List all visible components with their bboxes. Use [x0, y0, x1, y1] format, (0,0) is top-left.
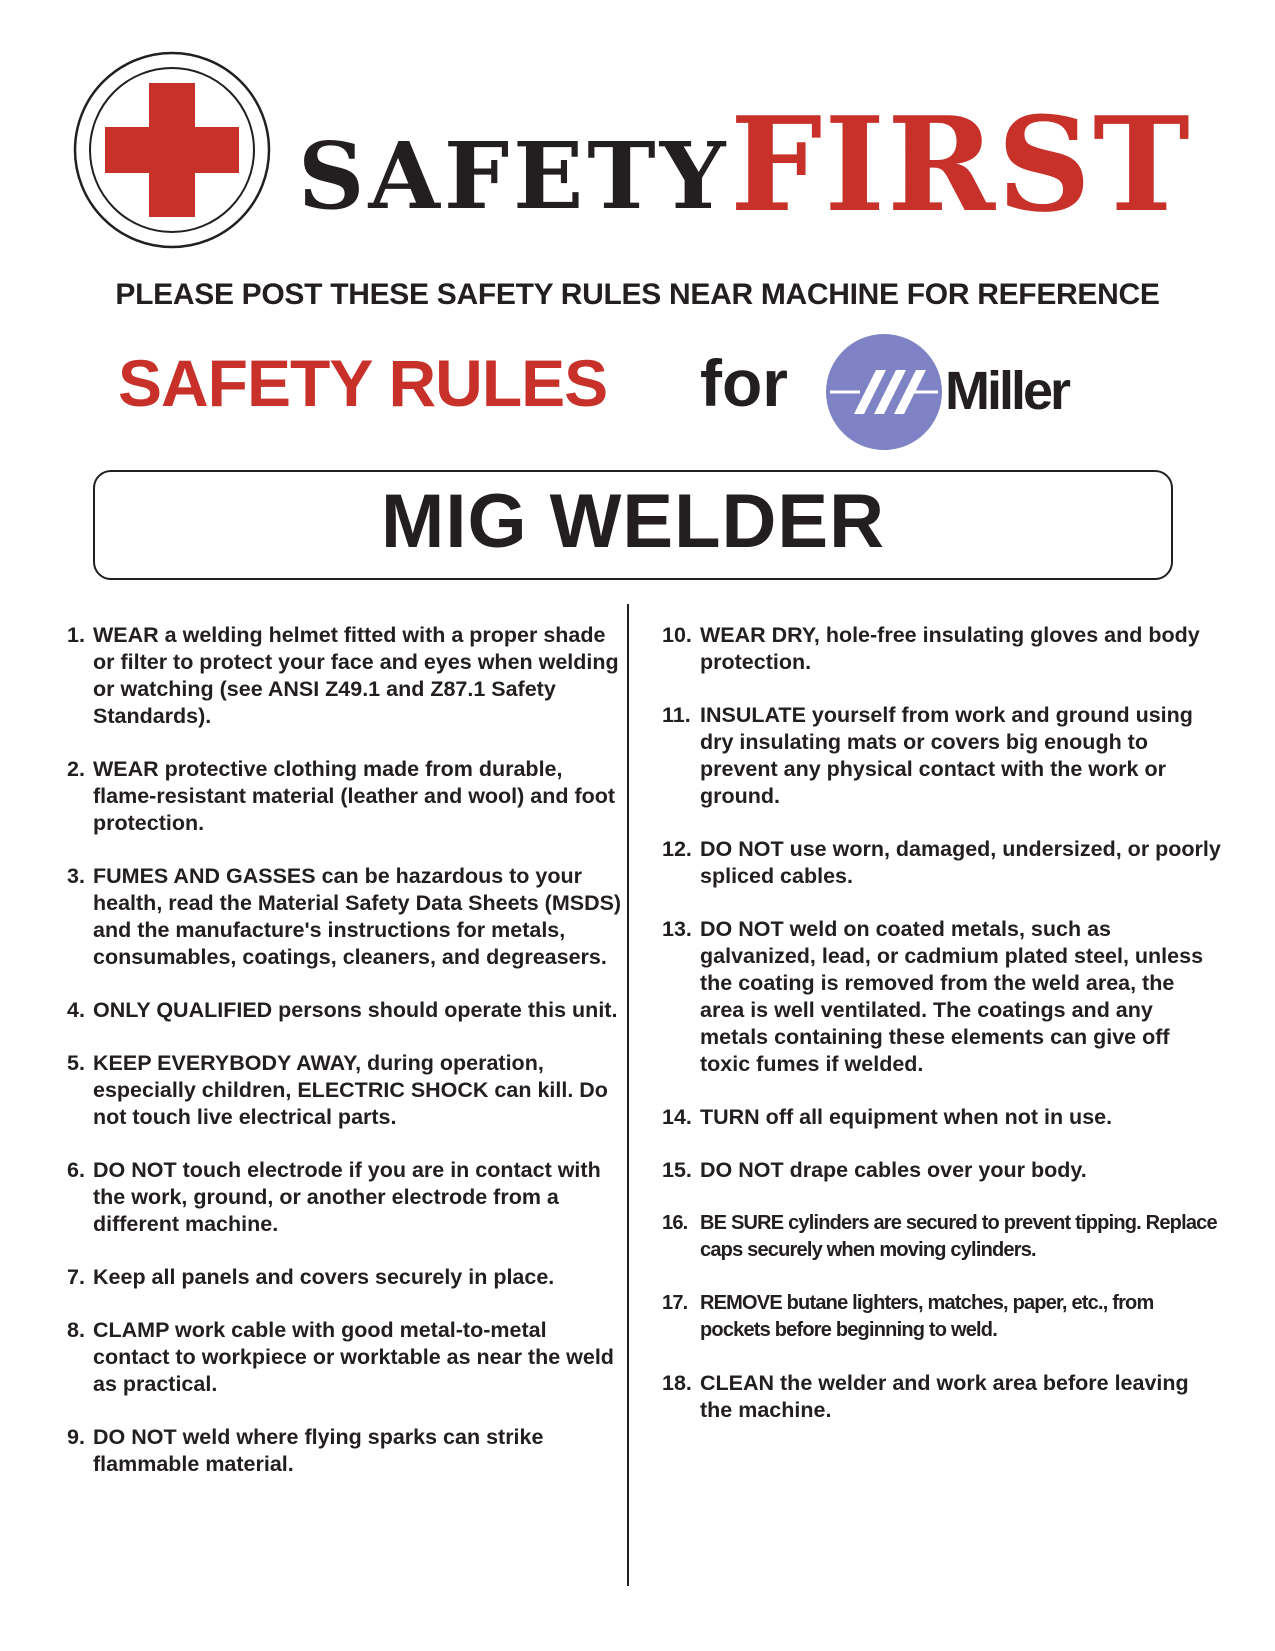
rule-number: 4. [67, 998, 85, 1022]
rule-item [67, 1264, 627, 1291]
machine-name: MIG WELDER [381, 479, 885, 564]
rule-text: DO NOT weld on coated metals, such as galvanized, lead, or cadmium plated steel, unless the coating is removed from the weld area, the area is well ventilated. The coatings and any metals containing these elements can give off toxic fumes if welded. [700, 917, 1204, 1076]
rule-item [662, 836, 1222, 890]
rule-number: 16. [662, 1212, 688, 1234]
rule-text: BE SURE cylinders are secured to prevent tipping. Replace caps securely when moving cylinders. [700, 1212, 1217, 1261]
page-title [298, 88, 1198, 250]
rule-text: DO NOT weld where flying sparks can strike flammable material. [93, 1425, 544, 1476]
rule-number: 1. [67, 623, 85, 647]
rule-item [67, 1317, 627, 1398]
rule-text: DO NOT use worn, damaged, undersized, or poorly spliced cables. [700, 837, 1221, 888]
rule-text: WEAR a welding helmet fitted with a proper shade or filter to protect your face and eyes when welding or watching (see ANSI Z49.1 and Z87.1 Safety Standards). [93, 623, 619, 728]
posting-notice: PLEASE POST THESE SAFETY RULES NEAR MACHINE FOR REFERENCE [115, 278, 1160, 311]
rule-text: DO NOT touch electrode if you are in contact with the work, ground, or another electrode from a different machine. [93, 1158, 601, 1236]
rule-text: INSULATE yourself from work and ground using dry insulating mats or covers big enough to prevent any physical contact with the work or ground. [700, 703, 1193, 808]
rule-number: 17. [662, 1292, 688, 1314]
rule-text: DO NOT drape cables over your body. [700, 1158, 1087, 1182]
rule-text: REMOVE butane lighters, matches, paper, etc., from pockets before beginning to weld. [700, 1292, 1154, 1341]
rule-number: 9. [67, 1425, 85, 1449]
rule-number: 15. [662, 1158, 692, 1182]
rule-item [67, 1424, 627, 1478]
title-safety: SAFETY [298, 122, 730, 230]
rule-text: FUMES AND GASSES can be hazardous to your health, read the Material Safety Data Sheets (MSDS) and the manufacture's instructions for metals, consumables, coatings, cleaners, and degreasers. [93, 864, 622, 969]
rule-number: 10. [662, 623, 692, 647]
rule-item [662, 1370, 1222, 1424]
rule-number: 18. [662, 1371, 692, 1395]
rule-number: 2. [67, 757, 85, 781]
rule-item [662, 1210, 1222, 1264]
rule-item [662, 1104, 1222, 1131]
rule-text: TURN off all equipment when not in use. [700, 1105, 1113, 1129]
rule-number: 13. [662, 917, 692, 941]
rules-heading: SAFETY RULES [118, 346, 608, 420]
rule-text: Keep all panels and covers securely in place. [93, 1265, 555, 1289]
rule-item [67, 1050, 627, 1131]
rule-item [67, 1157, 627, 1238]
rule-item [67, 863, 627, 971]
rule-text: CLAMP work cable with good metal-to-metal contact to workpiece or worktable as near the weld as practical. [93, 1318, 614, 1396]
machine-name-box [93, 470, 1173, 580]
rule-item [67, 756, 627, 837]
rule-item [662, 1157, 1222, 1184]
rule-number: 5. [67, 1051, 85, 1075]
rules-list-left [67, 622, 627, 1504]
title-first: FIRST [730, 88, 1192, 241]
rule-item [67, 622, 627, 730]
rule-item [662, 622, 1222, 676]
rule-text: WEAR DRY, hole-free insulating gloves and body protection. [700, 623, 1200, 674]
rule-text: CLEAN the welder and work area before leaving the machine. [700, 1371, 1189, 1422]
rule-item [67, 997, 627, 1024]
rule-number: 7. [67, 1265, 85, 1289]
rule-text: WEAR protective clothing made from durable, flame-resistant material (leather and wool) and foot protection. [93, 757, 616, 835]
rule-item [662, 916, 1222, 1078]
rules-heading-for: for [700, 346, 788, 420]
miller-brand-name: Miller [945, 361, 1069, 421]
rule-number: 11. [662, 703, 691, 727]
red-cross-icon [72, 50, 272, 250]
rule-number: 6. [67, 1158, 85, 1182]
rule-item [662, 702, 1222, 810]
rule-item [662, 1290, 1222, 1344]
rule-text: ONLY QUALIFIED persons should operate this unit. [93, 998, 618, 1022]
rule-text: KEEP EVERYBODY AWAY, during operation, especially children, ELECTRIC SHOCK can kill. Do not touch live electrical parts. [93, 1051, 608, 1129]
column-divider [627, 604, 629, 1586]
rules-list-right [662, 622, 1222, 1450]
rule-number: 8. [67, 1318, 85, 1342]
rule-number: 14. [662, 1105, 692, 1129]
rule-number: 3. [67, 864, 85, 888]
rule-number: 12. [662, 837, 692, 861]
